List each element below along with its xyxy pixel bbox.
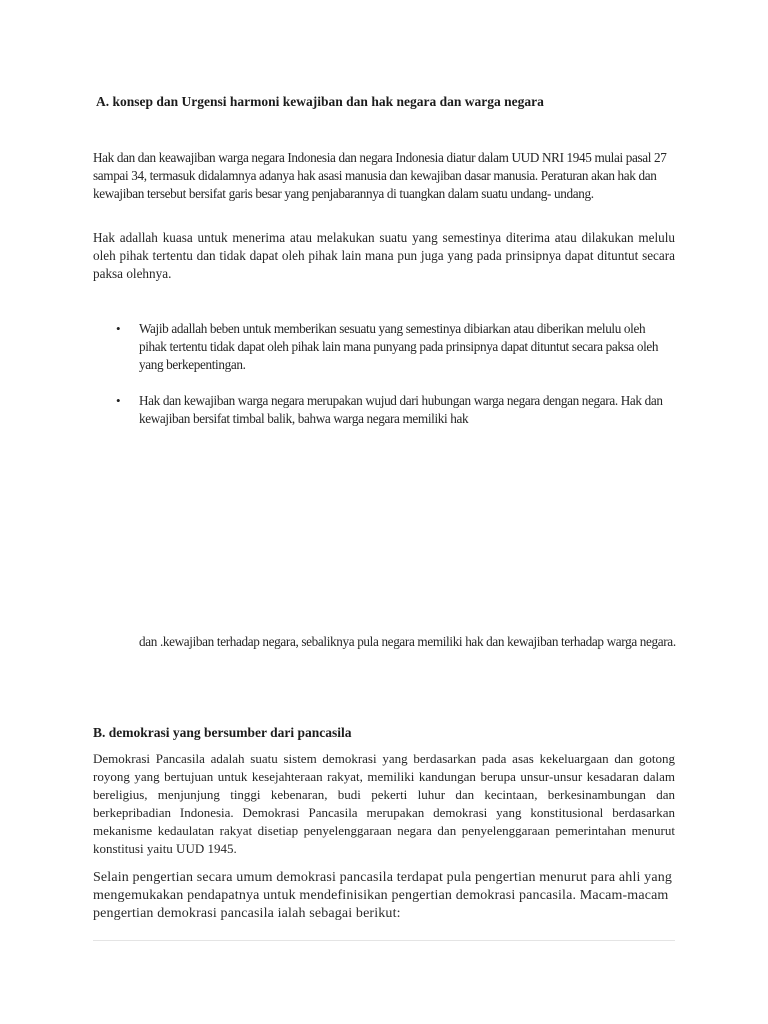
section-b-paragraph-1: Demokrasi Pancasila adalah suatu sistem demokrasi yang berdasarkan pada asas kekeluargaan dan gotong royong yang bertujuan untuk kesejahteraan rakyat, memiliki kandungan berupa unsur-unsur kesadaran dalam bereligius, menjunjung tinggi kebenaran, budi pekerti luhur dan kecintaan, berkesinambungan dan berkepribadian Indonesia. Demokrasi Pancasila merupakan demokrasi yang konstitusional berdasarkan mekanisme kedaulatan rakyat disetiap penyelenggaraan negara dan penyelenggaraan pemerintahan menurut konstitusi yaitu UUD 1945.: [93, 751, 675, 856]
section-b-title: B. demokrasi yang bersumber dari pancasila: [93, 725, 352, 740]
section-b-paragraph-2: Selain pengertian secara umum demokrasi pancasila terdapat pula pengertian menurut para ahli yang mengemukakan pendapatnya untuk mendefinisikan pengertian demokrasi pancasila. Macam-macam pengertian demokrasi pancasila ialah sebagai berikut:: [93, 870, 672, 921]
bullet-marker: •: [116, 393, 121, 408]
section-a-paragraph-1: Hak dan dan keawajiban warga negara Indonesia dan negara Indonesia diatur dalam UUD NRI 1945 mulai pasal 27 sampai 34, termasuk didalamnya adanya hak asasi manusia dan kewajiban dasar manusia. Peraturan akan hak dan kewajiban tersebut bersifat garis besar yang penjabarannya di tuangkan dalam suatu undang- undang.: [93, 150, 667, 201]
bullet-item-2: Hak dan kewajiban warga negara merupakan wujud dari hubungan warga negara dengan negara. Hak dan kewajiban bersifat timbal balik, bahwa warga negara memiliki hak: [139, 393, 663, 426]
bullet-item-1: Wajib adallah beben untuk memberikan sesuatu yang semestinya dibiarkan atau diberikan melulu oleh pihak tertentu tidak dapat oleh pihak lain mana punyang pada prinsipnya dapat dituntut secara paksa oleh yang berkepentingan.: [139, 321, 659, 372]
section-a-paragraph-2: Hak adallah kuasa untuk menerima atau melakukan suatu yang semestinya diterima atau dilakukan melulu oleh pihak tertentu dan tidak dapat oleh pihak lain mana pun juga yang pada prinsipnya dapat dituntut secara paksa olehnya.: [93, 230, 675, 281]
bullet-marker: •: [116, 321, 121, 336]
bullet-item-2-continuation: dan .kewajiban terhadap negara, sebaliknya pula negara memiliki hak dan kewajiban terhadap warga negara.: [139, 634, 676, 649]
section-a-title: A. konsep dan Urgensi harmoni kewajiban dan hak negara dan warga negara: [96, 94, 544, 109]
page-divider: [93, 940, 675, 941]
